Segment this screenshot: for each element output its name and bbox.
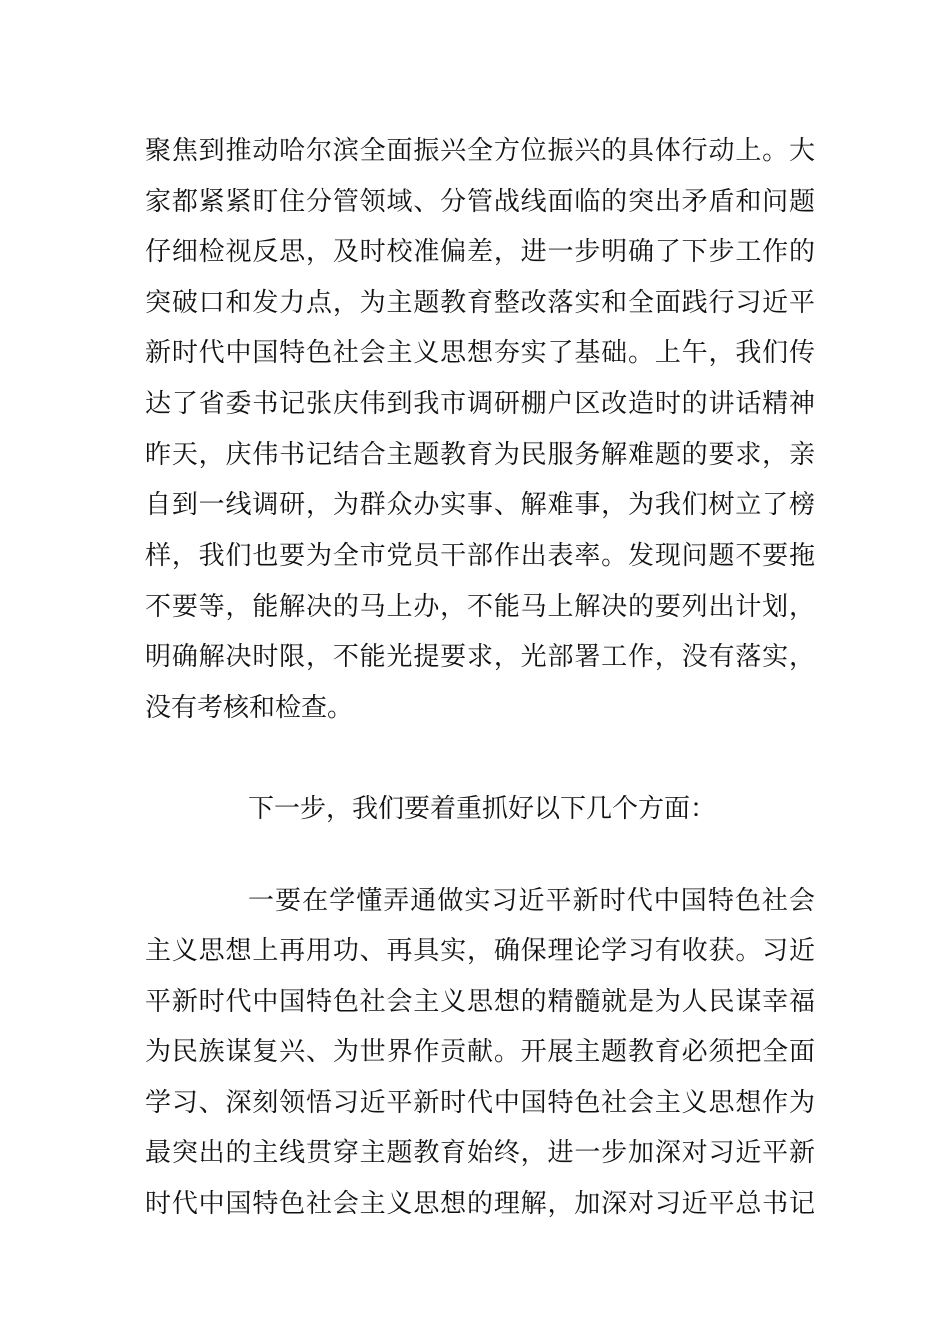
paragraph-line: 聚焦到推动哈尔滨全面振兴全方位振兴的具体行动上。大 — [145, 136, 815, 166]
paragraph-line: 昨天，庆伟书记结合主题教育为民服务解难题的要求，亲 — [145, 440, 815, 470]
paragraph-line: 时代中国特色社会主义思想的理解，加深对习近平总书记 — [145, 1189, 815, 1219]
paragraph-line: 自到一线调研，为群众办实事、解难事，为我们树立了榜 — [145, 490, 815, 520]
paragraph-line: 样，我们也要为全市党员干部作出表率。发现问题不要拖 — [145, 541, 815, 571]
paragraph-line: 一要在学懂弄通做实习近平新时代中国特色社会 — [248, 886, 815, 916]
paragraph-line: 新时代中国特色社会主义思想夯实了基础。上午，我们传 — [145, 338, 815, 368]
paragraph-line: 家都紧紧盯住分管领域、分管战线面临的突出矛盾和问题 — [145, 187, 815, 217]
paragraph-line: 最突出的主线贯穿主题教育始终，进一步加深对习近平新 — [145, 1138, 815, 1168]
paragraph-line: 达了省委书记张庆伟到我市调研棚户区改造时的讲话精神 — [145, 389, 815, 419]
section-intro-line: 下一步，我们要着重抓好以下几个方面： — [248, 794, 717, 824]
paragraph-line: 主义思想上再用功、再具实，确保理论学习有收获。习近 — [145, 936, 815, 966]
paragraph-line: 不要等，能解决的马上办，不能马上解决的要列出计划， — [145, 592, 815, 622]
paragraph-line: 为民族谋复兴、为世界作贡献。开展主题教育必须把全面 — [145, 1037, 815, 1067]
paragraph-line: 平新时代中国特色社会主义思想的精髓就是为人民谋幸福 — [145, 987, 815, 1017]
paragraph-line: 明确解决时限，不能光提要求，光部署工作，没有落实， — [145, 642, 815, 672]
paragraph-line: 没有考核和检查。 — [145, 693, 354, 723]
paragraph-line: 突破口和发力点，为主题教育整改落实和全面践行习近平 — [145, 288, 815, 318]
paragraph-line: 仔细检视反思，及时校准偏差，进一步明确了下步工作的 — [145, 237, 815, 267]
paragraph-line: 学习、深刻领悟习近平新时代中国特色社会主义思想作为 — [145, 1088, 815, 1118]
